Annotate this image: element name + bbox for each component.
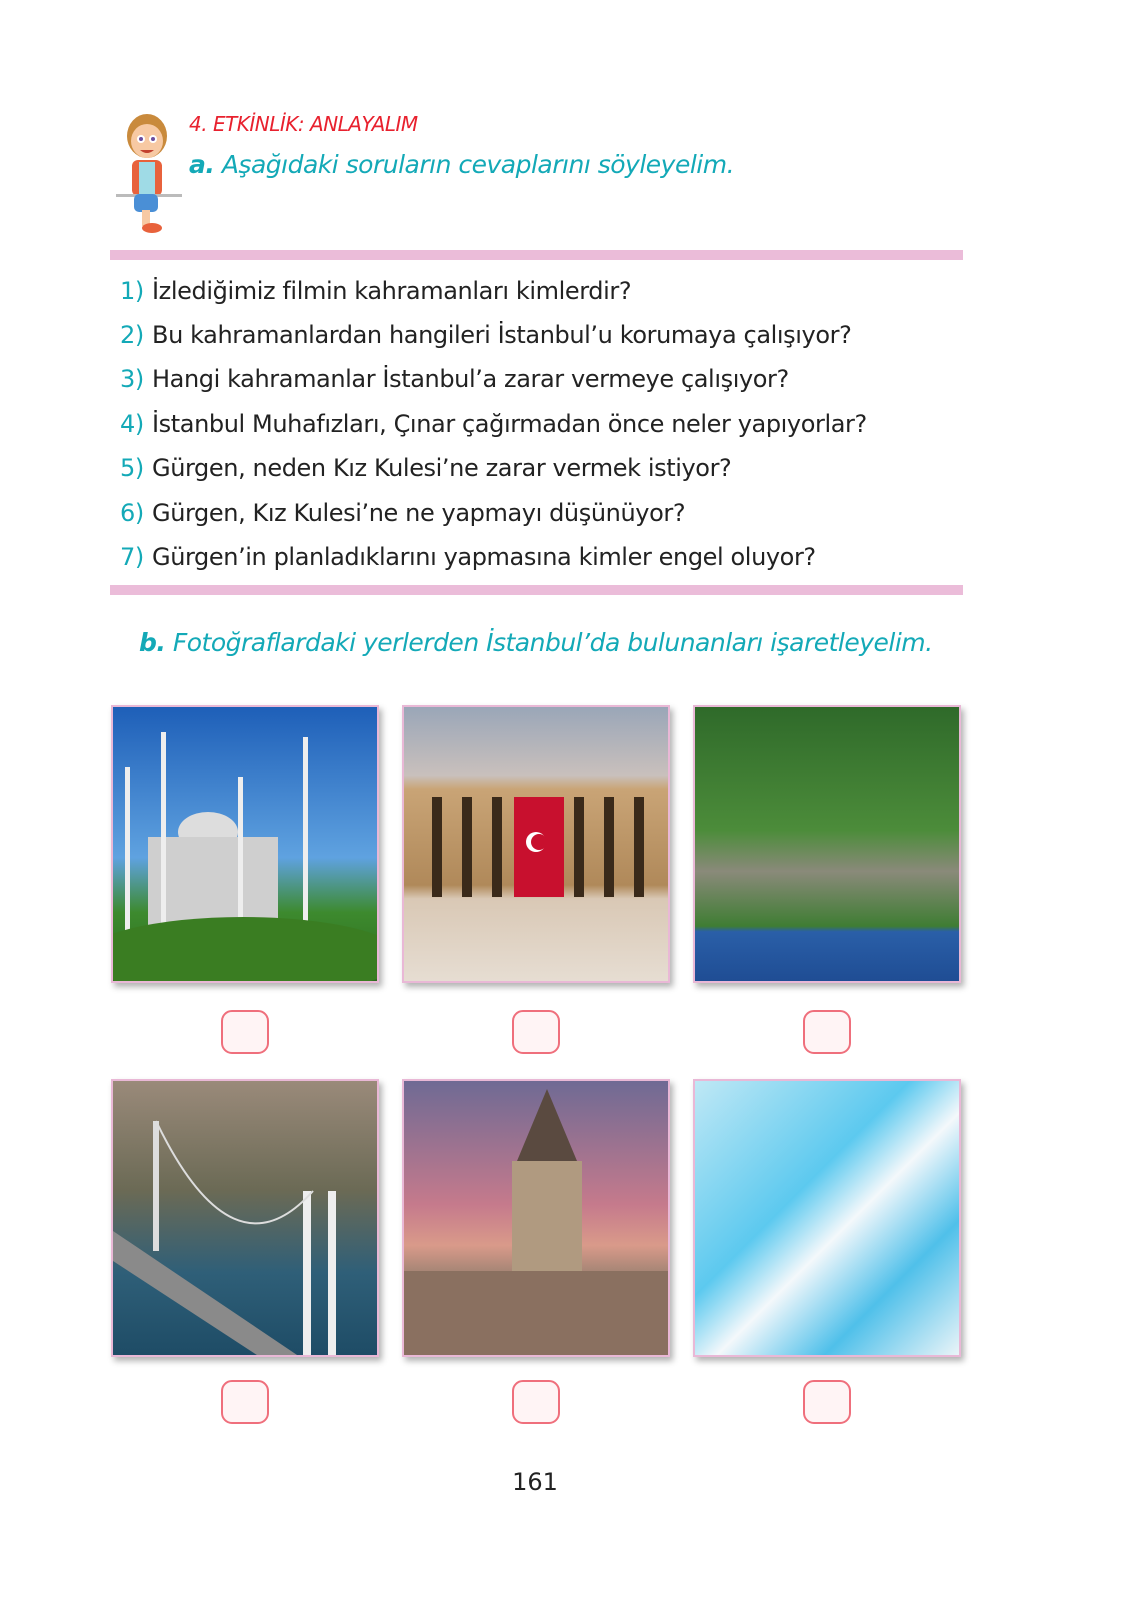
photo-galata-tower [402, 1079, 670, 1357]
photo-bridge [111, 1079, 379, 1357]
section-b-heading [139, 628, 933, 657]
divider-top [110, 250, 963, 260]
question-number: 3) [120, 365, 144, 393]
section-b-letter: b. [139, 628, 166, 657]
question-item [120, 454, 731, 484]
page-number: 161 [512, 1468, 558, 1496]
question-item [120, 499, 685, 529]
question-item [120, 543, 816, 573]
question-text: İstanbul Muhafızları, Çınar çağırmadan önce neler yapıyorlar? [152, 410, 867, 438]
boy-character-illustration [112, 108, 187, 236]
galata-tower-image [404, 1081, 670, 1357]
section-a-instruction: Aşağıdaki soruların cevaplarını söyleyelim. [221, 150, 735, 179]
question-number: 5) [120, 454, 144, 482]
section-b-instruction: Fotoğraflardaki yerlerden İstanbul’da bulunanları işaretleyelim. [172, 628, 933, 657]
checkbox-galata-tower[interactable] [512, 1380, 560, 1424]
question-text: Gürgen, neden Kız Kulesi’ne zarar vermek istiyor? [152, 454, 732, 482]
checkbox-pamukkale[interactable] [803, 1380, 851, 1424]
checkbox-mosque[interactable] [221, 1010, 269, 1054]
photo-fortress [693, 705, 961, 983]
photo-mosque [111, 705, 379, 983]
activity-title: 4. ETKİNLİK: ANLAYALIM [189, 112, 418, 136]
divider-bottom [110, 585, 963, 595]
question-item [120, 365, 789, 395]
question-number: 2) [120, 321, 144, 349]
checkbox-fortress[interactable] [803, 1010, 851, 1054]
question-item [120, 321, 851, 351]
checkbox-anitkabir[interactable] [512, 1010, 560, 1054]
question-number: 1) [120, 277, 144, 305]
checkbox-bridge[interactable] [221, 1380, 269, 1424]
question-item [120, 277, 631, 307]
section-a-letter: a. [189, 150, 215, 179]
question-text: İzlediğimiz filmin kahramanları kimlerdir? [152, 277, 632, 305]
question-text: Bu kahramanlardan hangileri İstanbul’u korumaya çalışıyor? [152, 321, 852, 349]
photo-anitkabir [402, 705, 670, 983]
question-number: 7) [120, 543, 144, 571]
question-number: 4) [120, 410, 144, 438]
question-text: Hangi kahramanlar İstanbul’a zarar vermeye çalışıyor? [152, 365, 789, 393]
question-text: Gürgen, Kız Kulesi’ne ne yapmayı düşünüyor? [152, 499, 686, 527]
question-item [120, 410, 867, 440]
question-text: Gürgen’in planladıklarını yapmasına kimler engel oluyor? [152, 543, 816, 571]
question-number: 6) [120, 499, 144, 527]
mosque-image [113, 707, 379, 983]
anitkabir-image [404, 707, 670, 983]
bridge-image [113, 1081, 379, 1357]
photo-pamukkale [693, 1079, 961, 1357]
section-a-heading [189, 150, 734, 179]
